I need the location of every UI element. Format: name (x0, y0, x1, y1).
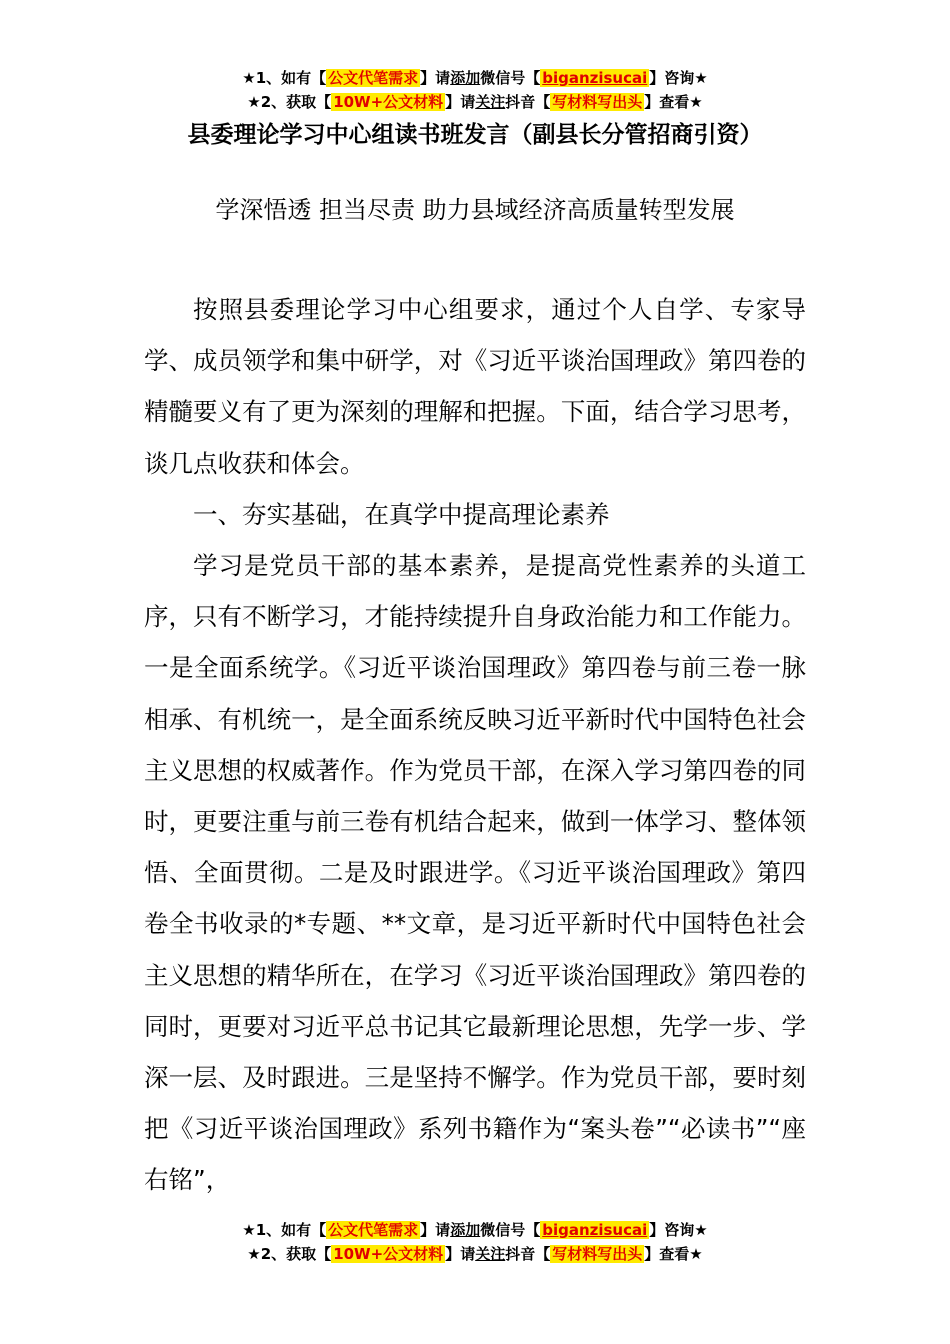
banner-highlight: 10W+公文材料 (333, 1245, 444, 1263)
banner-highlight: 写材料写出头 (552, 1245, 643, 1263)
banner-line-1 (0, 1218, 950, 1242)
banner-text: 抖音【 (505, 1245, 551, 1263)
wechat-id-link[interactable]: biganzisucai (542, 69, 648, 87)
banner-text: ★1、如有【 (242, 1221, 327, 1239)
banner-text: ★2、获取【 (247, 1245, 332, 1263)
banner-underlined-text: 关注 (475, 1245, 506, 1263)
footer-banner (0, 1218, 950, 1266)
banner-text: 】咨询★ (649, 1221, 708, 1239)
banner-highlight: 公文代笔需求 (328, 1221, 419, 1239)
banner-text: 】查看★ (644, 1245, 703, 1263)
banner-text: 】请 (445, 1245, 476, 1263)
document-title: 县委理论学习中心组读书班发言（副县长分管招商引资） (187, 122, 763, 148)
banner-text: 】请 (445, 93, 476, 111)
banner-text: ★2、获取【 (247, 93, 332, 111)
banner-text: 】查看★ (644, 93, 703, 111)
banner-text: ★1、如有【 (242, 69, 327, 87)
document-body (144, 284, 806, 1206)
paragraph-body: 学习是党员干部的基本素养，是提高党性素养的头道工序，只有不断学习，才能持续提升自身政治能力和工作能力。一是全面系统学。《习近平谈治国理政》第四卷与前三卷一脉相承、有机统一，是全面系统反映习近平新时代中国特色社会主义思想的权威著作。作为党员干部，在深入学习第四卷的同时，更要注重与前三卷有机结合起来，做到一体学习、整体领悟、全面贯彻。二是及时跟进学。《习近平谈治国理政》第四卷全书收录的*专题、**文章，是习近平新时代中国特色社会主义思想的精华所在，在学习《习近平谈治国理政》第四卷的同时，更要对习近平总书记其它最新理论思想，先学一步、学深一层、及时跟进。三是坚持不懈学。作为党员干部，要时刻把《习近平谈治国理政》系列书籍作为“案头卷”“必读书”“座右铭”， (144, 551, 806, 1195)
banner-line-2 (0, 90, 950, 114)
banner-text: 微信号【 (480, 1221, 541, 1239)
banner-highlight: 10W+公文材料 (333, 93, 444, 111)
section-heading: 一、夯实基础，在真学中提高理论素养 (193, 499, 610, 529)
banner-underlined-text: 添加 (450, 69, 481, 87)
banner-highlight: 写材料写出头 (552, 93, 643, 111)
banner-line-2 (0, 1242, 950, 1266)
banner-text: 】请 (420, 69, 451, 87)
banner-line-1 (0, 66, 950, 90)
banner-underlined-text: 添加 (450, 1221, 481, 1239)
banner-text: 抖音【 (505, 93, 551, 111)
banner-text: 】咨询★ (649, 69, 708, 87)
header-banner (0, 66, 950, 114)
paragraph-intro: 按照县委理论学习中心组要求，通过个人自学、专家导学、成员领学和集中研学，对《习近平谈治国理政》第四卷的精髓要义有了更为深刻的理解和把握。下面，结合学习思考，谈几点收获和体会。 (144, 295, 806, 478)
wechat-id-link[interactable]: biganzisucai (542, 1221, 648, 1239)
document-subtitle: 学深悟透 担当尽责 助力县域经济高质量转型发展 (215, 196, 735, 224)
banner-text: 微信号【 (480, 69, 541, 87)
banner-text: 】请 (420, 1221, 451, 1239)
banner-highlight: 公文代笔需求 (328, 69, 419, 87)
banner-underlined-text: 关注 (475, 93, 506, 111)
